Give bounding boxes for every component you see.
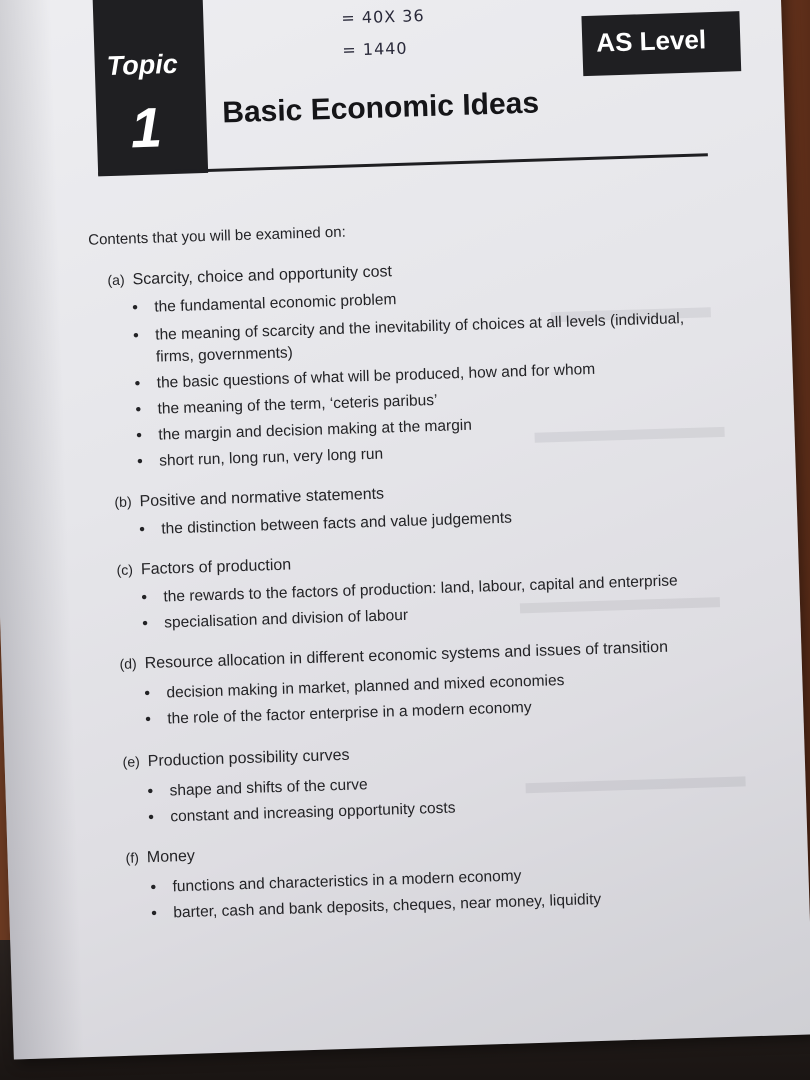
section-letter: (a) xyxy=(107,271,125,289)
bullet-icon: • xyxy=(145,711,152,729)
bullet-icon: • xyxy=(151,904,158,923)
section-title: Money xyxy=(146,847,196,867)
section-heading-c xyxy=(116,557,291,580)
list-item: • short run, long run, very long run xyxy=(159,444,384,473)
section-letter: (f) xyxy=(125,849,140,866)
list-item: • the margin and decision making at the margin xyxy=(158,415,472,447)
section-letter: (e) xyxy=(122,753,140,770)
list-item: • functions and characteristics in a modern economy xyxy=(172,865,521,898)
page-shadow xyxy=(0,0,84,1059)
bullet-icon: • xyxy=(141,589,148,607)
bullet-icon: • xyxy=(139,521,146,539)
topic-block xyxy=(93,0,209,176)
topic-label: Topic xyxy=(106,48,179,82)
bullet-icon: • xyxy=(144,685,151,703)
section-title: Factors of production xyxy=(140,556,292,579)
section-heading-a xyxy=(107,263,392,290)
bullet-icon: • xyxy=(132,299,139,317)
handwritten-note-line2: = 1440 xyxy=(342,38,408,60)
bullet-icon: • xyxy=(136,453,143,471)
list-item: • the role of the factor enterprise in a modern economy xyxy=(167,697,532,730)
bullet-icon: • xyxy=(134,375,141,393)
section-letter: (b) xyxy=(114,493,132,511)
list-item: • the distinction between facts and value judgements xyxy=(161,508,512,541)
section-title: Resource allocation in different economic systems and issues of transition xyxy=(144,638,669,673)
bullet-icon: • xyxy=(136,427,143,445)
list-item: • the basic questions of what will be produced, how and for whom xyxy=(156,359,595,395)
list-item: • constant and increasing opportunity costs xyxy=(170,797,456,828)
section-heading-b xyxy=(114,486,384,512)
bleed-through-mark xyxy=(526,776,746,793)
list-item: • specialisation and division of labour xyxy=(164,605,408,635)
list-item: • decision making in market, planned and mixed economies xyxy=(166,670,565,704)
topic-number: 1 xyxy=(129,95,163,160)
list-item: • the meaning of the term, ‘ceteris paribus’ xyxy=(157,390,438,421)
level-badge-text: AS Level xyxy=(595,24,707,58)
bullet-icon: • xyxy=(135,401,142,419)
bullet-icon: • xyxy=(132,327,139,345)
section-title: Scarcity, choice and opportunity cost xyxy=(132,263,393,289)
bullet-icon: • xyxy=(142,615,149,633)
list-item: • the rewards to the factors of production: land, labour, capital and enterprise xyxy=(163,570,678,608)
level-badge xyxy=(581,11,741,76)
bleed-through-mark xyxy=(534,427,724,443)
bullet-icon: • xyxy=(147,782,154,801)
contents-intro: Contents that you will be examined on: xyxy=(87,223,347,249)
section-title: Production possibility curves xyxy=(147,746,350,771)
section-title: Positive and normative statements xyxy=(139,485,385,511)
list-item: • the meaning of scarcity and the inevitability of choices at all levels (individual, firms, governments) xyxy=(132,310,685,366)
handwritten-note-line1: = 40X 36 xyxy=(341,6,425,28)
bullet-icon: • xyxy=(148,808,155,827)
list-item: • barter, cash and bank deposits, cheques, near money, liquidity xyxy=(173,889,601,924)
section-heading-e xyxy=(122,747,349,772)
section-heading-d xyxy=(119,639,668,674)
chapter-title: Basic Economic Ideas xyxy=(221,86,540,130)
section-heading-f xyxy=(125,848,195,868)
bleed-through-mark xyxy=(520,597,720,613)
bullet-icon: • xyxy=(150,878,157,897)
section-letter: (c) xyxy=(116,561,134,578)
section-letter: (d) xyxy=(119,655,137,672)
list-item: • shape and shifts of the curve xyxy=(169,774,368,802)
list-item: • the fundamental economic problem xyxy=(154,289,397,319)
